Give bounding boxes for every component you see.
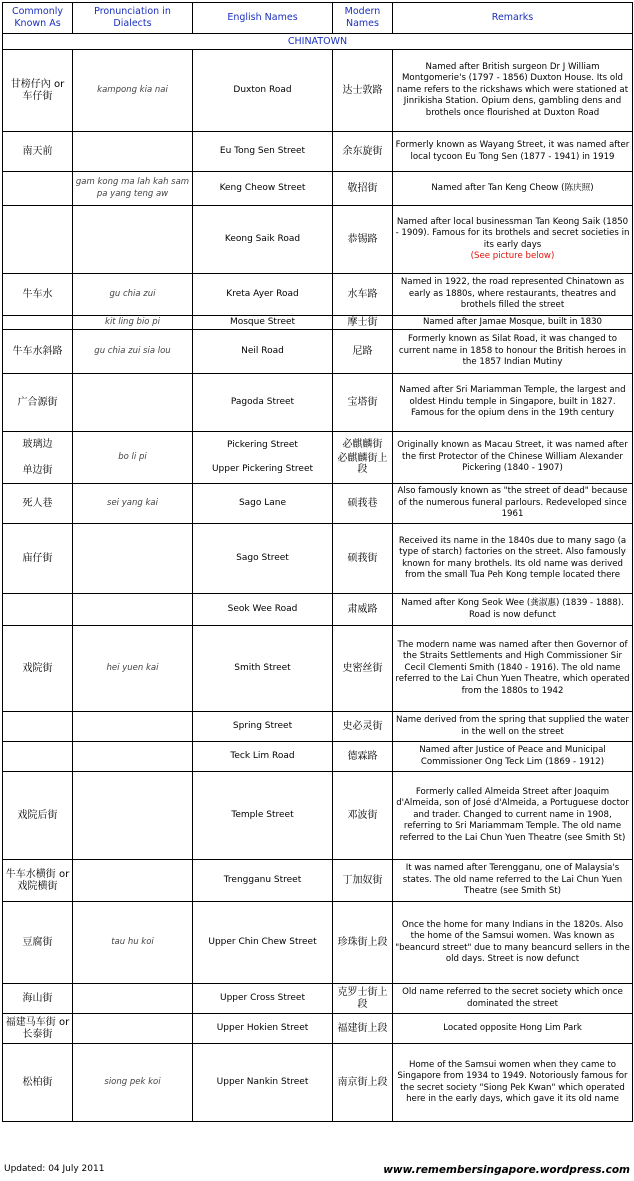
modern-name-cell xyxy=(333,1014,393,1044)
dialect-pronunciation: sei yang kai xyxy=(107,497,158,508)
modern-name: 邓波街 xyxy=(347,809,378,821)
common-name-cell xyxy=(3,524,73,594)
modern-name-cell xyxy=(333,984,393,1014)
dialect-cell xyxy=(73,484,193,524)
table-row xyxy=(3,330,633,374)
dialect-cell xyxy=(73,742,193,772)
english-name-cell xyxy=(193,132,333,172)
table-row xyxy=(3,50,633,132)
header-commonly-known-as: Commonly Known As xyxy=(3,3,73,34)
common-name-cell xyxy=(3,50,73,132)
english-name-cell xyxy=(193,772,333,860)
dialect-cell xyxy=(73,206,193,274)
modern-name-cell xyxy=(333,902,393,984)
modern-name: 达士敦路 xyxy=(342,84,383,96)
common-name: 牛车水横街 or 戏院横街 xyxy=(5,869,70,892)
remarks-cell xyxy=(393,374,633,432)
english-name: Pickering Street xyxy=(227,440,298,450)
common-name: 福建马车街 or 长泰街 xyxy=(5,1017,70,1040)
dialect-pronunciation: kit ling bio pi xyxy=(105,316,160,327)
english-name: Kreta Ayer Road xyxy=(226,288,299,299)
common-name: 死人巷 xyxy=(22,497,53,509)
common-name-cell xyxy=(3,594,73,626)
remark-text: Named after Sri Mariamman Temple, the largest and oldest Hindu temple in Singapore, built in 1827. Famous for the opium dens in the 19th century xyxy=(399,385,626,419)
remark-text: Named after Kong Seok Wee (龚淑惠) (1839 - 1888). Road is now defunct xyxy=(401,598,624,620)
section-row xyxy=(3,34,633,50)
remark-text: Named after British surgeon Dr J William Montgomerie's (1797 - 1856) Duxton House. Its old name refers to the rickshaws which were stationed at Jinrikisha Station. Opium dens, gambling dens and brothels once flourished at Duxton Road xyxy=(396,61,629,118)
remarks-cell xyxy=(393,206,633,274)
english-name: Eu Tong Sen Street xyxy=(219,145,306,156)
remark-text: Named after local businessman Tan Keong Saik (1850 - 1909). Famous for its brothels and secret societies in its early days xyxy=(395,216,630,250)
dialect-cell xyxy=(73,274,193,316)
remarks-cell xyxy=(393,712,633,742)
modern-name: 尼路 xyxy=(352,345,373,357)
modern-name: 德霖路 xyxy=(347,750,378,762)
english-name-cell xyxy=(193,594,333,626)
english-name-cell xyxy=(193,374,333,432)
table-row xyxy=(3,984,633,1014)
modern-name: 南京街上段 xyxy=(337,1076,388,1088)
english-name-cell xyxy=(193,524,333,594)
english-name: Mosque Street xyxy=(229,316,296,327)
remark-text: Home of the Samsui women when they came to Singapore from 1934 to 1949. Notoriously famous for the secret society "Siong Pek Kwan" which operated here in the early days, which gave it its old name xyxy=(397,1059,628,1104)
english-name-cell xyxy=(193,1014,333,1044)
remarks-cell xyxy=(393,50,633,132)
common-name: 松柏街 xyxy=(22,1076,53,1088)
dialect-pronunciation: hei yuen kai xyxy=(106,662,159,673)
english-name: Pagoda Street xyxy=(230,396,295,407)
remark-text: Named after Justice of Peace and Municipal Commissioner Ong Teck Lim (1869 - 1912) xyxy=(419,745,606,767)
table-row xyxy=(3,132,633,172)
dialect-cell xyxy=(73,772,193,860)
english-name: Temple Street xyxy=(231,809,294,820)
remark-text: Originally known as Macau Street, it was named after the first Protector of the Chinese William Alexander Pickering (1840 - 1907) xyxy=(397,440,628,474)
english-name-cell xyxy=(193,860,333,902)
dialect-cell xyxy=(73,902,193,984)
remark-text: Name derived from the spring that supplied the water in the well on the street xyxy=(396,715,629,737)
header-remarks: Remarks xyxy=(393,3,633,34)
modern-name-cell xyxy=(333,374,393,432)
common-name-cell xyxy=(3,902,73,984)
english-name-cell xyxy=(193,172,333,206)
remarks-cell xyxy=(393,172,633,206)
english-name: Upper Hokien Street xyxy=(216,1022,309,1033)
dialect-cell xyxy=(73,172,193,206)
english-name: Upper Nankin Street xyxy=(216,1076,309,1087)
common-name-cell xyxy=(3,330,73,374)
remark-text: Named after Jamae Mosque, built in 1830 xyxy=(422,316,603,327)
modern-name-cell xyxy=(333,432,393,484)
modern-name: 摩士街 xyxy=(347,316,378,328)
dialect-cell xyxy=(73,984,193,1014)
english-name: Duxton Road xyxy=(233,84,292,95)
website-link[interactable]: www.remembersingapore.wordpress.com xyxy=(383,1164,630,1176)
table-row xyxy=(3,902,633,984)
dialect-pronunciation: gu chia zui sia lou xyxy=(94,345,171,356)
english-name: Spring Street xyxy=(232,720,293,731)
street-names-table xyxy=(2,2,633,1122)
remark-text: Old name referred to the secret society which once dominated the street xyxy=(402,987,623,1009)
english-name: Smith Street xyxy=(234,662,291,673)
remark-picture-note: (See picture below) xyxy=(470,250,555,261)
modern-name-cell xyxy=(333,712,393,742)
dialect-cell xyxy=(73,626,193,712)
modern-name: 肃威路 xyxy=(347,603,378,615)
section-title: CHINATOWN xyxy=(3,34,633,50)
table-row xyxy=(3,206,633,274)
remarks-cell xyxy=(393,484,633,524)
header-modern-names: Modern Names xyxy=(333,3,393,34)
street-names-table-container xyxy=(2,2,632,1122)
modern-name-cell xyxy=(333,484,393,524)
remarks-cell xyxy=(393,860,633,902)
modern-name-cell xyxy=(333,626,393,712)
common-name-cell xyxy=(3,1044,73,1122)
header-pronunciation: Pronunciation in Dialects xyxy=(73,3,193,34)
english-name-cell xyxy=(193,712,333,742)
dialect-pronunciation: gu chia zui xyxy=(109,288,156,299)
dialect-cell xyxy=(73,860,193,902)
updated-date: Updated: 04 July 2011 xyxy=(4,1164,105,1174)
footer xyxy=(2,1164,632,1178)
common-name: 戏院街 xyxy=(22,662,53,674)
dialect-cell xyxy=(73,432,193,484)
dialect-pronunciation: siong pek koi xyxy=(104,1076,161,1087)
remark-text: Formerly called Almeida Street after Joaquim d'Almeida, son of José d'Almeida, a Portuguese doctor and trader. Changed to current name in 1908, referring to Sri Mariammam Temple. The old name referred to the Lai Chun Yuen Theatre (see Smith St) xyxy=(396,786,629,843)
dialect-cell xyxy=(73,374,193,432)
remarks-cell xyxy=(393,316,633,330)
common-name-cell xyxy=(3,984,73,1014)
common-name: 牛车水 xyxy=(22,288,53,300)
common-name-cell xyxy=(3,1014,73,1044)
english-name: Sago Street xyxy=(236,552,289,563)
remarks-cell xyxy=(393,1044,633,1122)
english-name: Seok Wee Road xyxy=(227,603,298,614)
modern-name: 敬招街 xyxy=(347,182,378,194)
common-name: 豆腐街 xyxy=(22,936,53,948)
modern-name: 恭锡路 xyxy=(347,233,378,245)
english-name: Upper Chin Chew Street xyxy=(208,936,317,947)
english-name: Upper Cross Street xyxy=(220,992,305,1003)
remarks-cell xyxy=(393,984,633,1014)
remarks-cell xyxy=(393,274,633,316)
modern-name: 福建街上段 xyxy=(337,1022,388,1034)
modern-name: 史必灵街 xyxy=(342,720,383,732)
remark-text: Once the home for many Indians in the 1820s. Also the home of the Samsui women. Was known as "beancurd street" due to many beancurd sellers in the old days. Street is now defunct xyxy=(395,919,630,964)
english-name-cell xyxy=(193,742,333,772)
english-name-cell xyxy=(193,984,333,1014)
modern-name: 硕莪巷 xyxy=(347,497,378,509)
table-row xyxy=(3,172,633,206)
english-name-cell xyxy=(193,206,333,274)
modern-name: 硕莪街 xyxy=(347,552,378,564)
modern-name-cell xyxy=(333,524,393,594)
common-name: 戏院后街 xyxy=(17,809,58,821)
remark-text: Named in 1922, the road represented Chinatown as early as 1880s, where restaurants, theatres and brothels filled the street xyxy=(400,277,625,311)
modern-name-cell xyxy=(333,316,393,330)
english-name: Sago Lane xyxy=(238,497,287,508)
common-name-cell xyxy=(3,374,73,432)
modern-name: 必麒麟街 xyxy=(342,439,383,451)
common-name: 海山街 xyxy=(22,992,53,1004)
common-name-cell xyxy=(3,712,73,742)
english-name-cell xyxy=(193,330,333,374)
modern-name-cell xyxy=(333,330,393,374)
modern-name: 克罗士街上段 xyxy=(337,987,388,1010)
remark-text: Located opposite Hong Lim Park xyxy=(443,1022,582,1033)
english-name-cell xyxy=(193,50,333,132)
table-row xyxy=(3,860,633,902)
table-row xyxy=(3,594,633,626)
english-name: Trengganu Street xyxy=(223,874,302,885)
modern-name-cell xyxy=(333,594,393,626)
remarks-cell xyxy=(393,1014,633,1044)
dialect-cell xyxy=(73,1044,193,1122)
table-row xyxy=(3,374,633,432)
english-name-cell xyxy=(193,626,333,712)
modern-name-cell xyxy=(333,132,393,172)
table-row xyxy=(3,432,633,484)
common-name: 庙仔街 xyxy=(22,552,53,564)
modern-name: 宝塔街 xyxy=(347,396,378,408)
english-name-cell xyxy=(193,316,333,330)
dialect-pronunciation: kampong kia nai xyxy=(97,84,168,95)
dialect-cell xyxy=(73,712,193,742)
dialect-cell xyxy=(73,594,193,626)
english-name-cell xyxy=(193,1044,333,1122)
remarks-cell xyxy=(393,594,633,626)
remark-text: Also famously known as "the street of dead" because of the numerous funeral parlours. Redeveloped since 1961 xyxy=(397,486,628,520)
remark-text: The modern name was named after then Governor of the Straits Settlements and High Commissioner Sir Cecil Clementi Smith (1840 - 1916). The old name referred to the Lai Chun Yuen Theatre, which operated from the 1880s to 1942 xyxy=(395,639,630,696)
common-name-cell xyxy=(3,484,73,524)
common-name-cell xyxy=(3,172,73,206)
remarks-cell xyxy=(393,902,633,984)
english-name: Keng Cheow Street xyxy=(219,182,306,193)
common-name-secondary: 单边街 xyxy=(22,464,53,476)
modern-name-cell xyxy=(333,172,393,206)
dialect-cell xyxy=(73,330,193,374)
common-name: 甘榜仔內 or 车仔街 xyxy=(10,79,65,102)
common-name: 广合源街 xyxy=(17,396,58,408)
modern-name: 水车路 xyxy=(347,288,378,300)
remarks-cell xyxy=(393,626,633,712)
common-name-cell xyxy=(3,626,73,712)
table-row xyxy=(3,484,633,524)
table-row xyxy=(3,712,633,742)
common-name-cell xyxy=(3,432,73,484)
table-row xyxy=(3,1014,633,1044)
modern-name: 史密丝街 xyxy=(342,662,383,674)
common-name-cell xyxy=(3,742,73,772)
common-name-cell xyxy=(3,316,73,330)
dialect-pronunciation: gam kong ma lah kah sam pa yang teng aw xyxy=(75,177,190,199)
english-name-cell xyxy=(193,902,333,984)
modern-name-cell xyxy=(333,742,393,772)
modern-name: 余东旋街 xyxy=(342,145,383,157)
english-name-cell xyxy=(193,432,333,484)
remark-text: It was named after Terengganu, one of Malaysia's states. The old name referred to the Lai Chun Yuen Theatre (see Smith St) xyxy=(402,863,623,897)
english-name: Teck Lim Road xyxy=(230,750,295,761)
header-row xyxy=(3,3,633,34)
common-name-cell xyxy=(3,860,73,902)
remark-text: Formerly known as Silat Road, it was changed to current name in 1858 to honour the British heroes in the 1857 Indian Mutiny xyxy=(398,334,627,368)
modern-name-cell xyxy=(333,50,393,132)
modern-name: 珍珠街上段 xyxy=(337,936,388,948)
common-name: 牛车水斜路 xyxy=(12,345,63,357)
dialect-cell xyxy=(73,316,193,330)
common-name-cell xyxy=(3,274,73,316)
common-name-cell xyxy=(3,206,73,274)
modern-name: 丁加奴街 xyxy=(342,874,383,886)
common-name: 玻璃边 xyxy=(22,439,53,450)
table-row xyxy=(3,274,633,316)
english-name: Keong Saik Road xyxy=(224,233,301,244)
table-row xyxy=(3,1044,633,1122)
dialect-cell xyxy=(73,132,193,172)
remarks-cell xyxy=(393,432,633,484)
modern-name-cell xyxy=(333,274,393,316)
modern-name-cell xyxy=(333,860,393,902)
dialect-cell xyxy=(73,1014,193,1044)
table-body xyxy=(3,34,633,1122)
modern-name-cell xyxy=(333,772,393,860)
table-row xyxy=(3,316,633,330)
remarks-cell xyxy=(393,330,633,374)
remarks-cell xyxy=(393,772,633,860)
remarks-cell xyxy=(393,132,633,172)
table-row xyxy=(3,742,633,772)
english-name-cell xyxy=(193,274,333,316)
dialect-cell xyxy=(73,524,193,594)
remark-text: Formerly known as Wayang Street, it was named after local tycoon Eu Tong Sen (1877 - 1941) in 1919 xyxy=(395,140,630,162)
modern-name-cell xyxy=(333,1044,393,1122)
english-name-secondary: Upper Pickering Street xyxy=(211,463,314,474)
dialect-pronunciation: bo li pi xyxy=(118,451,147,462)
remark-text: Received its name in the 1840s due to many sago (a type of starch) factories on the street. Also famously known for many brothels. Its old name was derived from the small Tua Peh Kong temple located there xyxy=(398,535,627,580)
common-name-cell xyxy=(3,772,73,860)
common-name: 南天前 xyxy=(22,145,53,157)
remarks-cell xyxy=(393,524,633,594)
modern-name-cell xyxy=(333,206,393,274)
remarks-cell xyxy=(393,742,633,772)
dialect-pronunciation: tau hu koi xyxy=(111,936,154,947)
table-row xyxy=(3,626,633,712)
table-row xyxy=(3,524,633,594)
modern-name-secondary: 必麒麟街上段 xyxy=(337,452,388,476)
common-name-cell xyxy=(3,132,73,172)
remark-text: Named after Tan Keng Cheow (陈庆照) xyxy=(431,182,594,193)
dialect-cell xyxy=(73,50,193,132)
english-name-cell xyxy=(193,484,333,524)
header-english-names: English Names xyxy=(193,3,333,34)
table-row xyxy=(3,772,633,860)
english-name: Neil Road xyxy=(241,345,284,356)
